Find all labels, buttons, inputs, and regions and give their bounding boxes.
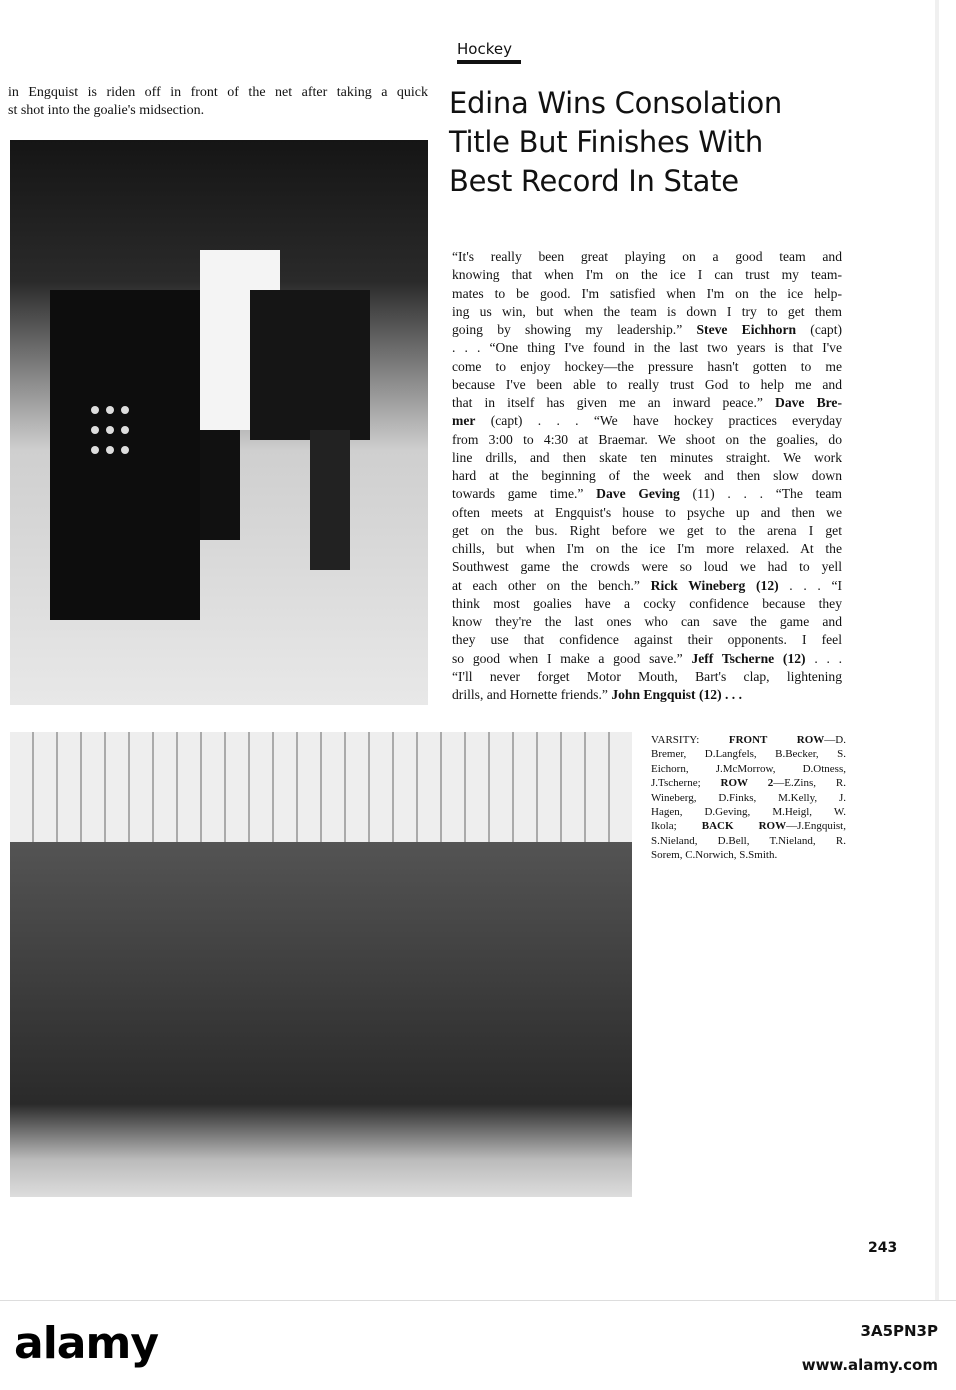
text-span: at each other on the bench.”	[452, 577, 651, 593]
text-span: (capt) . . . “We have hockey practices everyday	[475, 413, 842, 429]
photo-caption	[8, 84, 428, 120]
text-span: come to enjoy hockey—the pressure hasn't gotten to me	[452, 358, 842, 374]
text-span: from 3:00 to 4:30 at Braemar. We shoot on the goalies, do	[452, 431, 842, 447]
text-line	[452, 613, 842, 631]
text-line	[452, 558, 842, 576]
text-span: mates to be good. I'm satisfied when I'm on the ice help-	[452, 285, 842, 301]
text-span: think most goalies have a cocky confidence because they	[452, 595, 842, 611]
text-line	[452, 540, 842, 558]
text-span: Sorem, C.Norwich, S.Smith.	[651, 849, 778, 862]
text-line	[452, 467, 842, 485]
text-span: so good when I make a good save.”	[452, 650, 692, 666]
headline-line: Best Record In State	[449, 164, 739, 198]
text-span: Southwest game the crowds were so loud we had to yell	[452, 559, 842, 575]
text-span: because I've been able to really trust God to help me and	[452, 376, 842, 392]
text-line	[452, 321, 842, 339]
text-line	[651, 834, 846, 848]
section-label: Hockey	[457, 40, 512, 58]
text-line	[452, 522, 842, 540]
text-span: —J.Engquist,	[786, 820, 846, 833]
text-span: get on the bus. Right before we get to the arena I get	[452, 522, 842, 538]
text-span: . . . “One thing I've found in the last two years is that I've	[452, 340, 842, 356]
text-line	[651, 733, 846, 747]
text-line	[452, 431, 842, 449]
text-line	[452, 686, 842, 704]
article-body	[452, 248, 842, 704]
text-line	[452, 485, 842, 503]
alamy-logo: alamy	[14, 1318, 158, 1369]
speaker-name: FRONT ROW	[728, 734, 825, 746]
text-span: Eichorn, J.McMorrow, D.Otness,	[651, 762, 846, 775]
text-span: “It's really been great playing on a good team and	[452, 249, 842, 264]
text-line	[452, 358, 842, 376]
text-span: “I'll never forget Motor Mouth, Bart's clap, lightening	[452, 668, 842, 684]
headline-line: Edina Wins Consolation	[449, 86, 782, 120]
text-span: ing us win, but when the team is down I try to get them	[452, 303, 842, 319]
text-span: they use that confidence against their opponents. I feel	[452, 632, 842, 648]
text-span: Hagen, D.Geving, M.Heigl, W.	[651, 806, 846, 819]
text-span: know they're the last ones who can save the game and	[452, 614, 842, 629]
text-line	[452, 303, 842, 321]
speaker-name: mer	[452, 413, 476, 429]
text-span: —E.Zins, R.	[773, 777, 846, 790]
text-span: (capt)	[796, 322, 842, 337]
text-span: Bremer, D.Langfels, B.Becker, S.	[651, 748, 846, 761]
text-line	[452, 650, 842, 668]
hockey-players-image	[10, 140, 428, 705]
page-number: 243	[868, 1240, 898, 1256]
speaker-name: Jeff Tscherne (12)	[691, 650, 806, 666]
text-span: (11) . . . “The team	[679, 486, 842, 502]
speaker-name: BACK ROW	[701, 820, 787, 833]
text-span: S.Nieland, D.Bell, T.Nieland, R.	[651, 834, 846, 847]
text-span: chills, but when I'm on the ice I'm more relaxed. At the	[452, 541, 842, 556]
text-line	[651, 791, 846, 805]
headline-line: Title But Finishes With	[449, 125, 763, 159]
text-line	[651, 805, 846, 819]
speaker-name: Steve Eichhorn	[696, 322, 797, 337]
team-photo	[10, 732, 632, 1197]
team-roster-caption	[651, 733, 846, 863]
text-span: towards game time.”	[452, 486, 597, 502]
text-span: —D.	[824, 734, 846, 746]
speaker-name: Rick Wineberg (12)	[650, 577, 779, 593]
text-line	[452, 285, 842, 303]
section-underline	[457, 60, 521, 64]
text-line	[452, 266, 842, 284]
text-line	[452, 339, 842, 357]
text-span: J.Tscherne;	[651, 777, 721, 790]
caption-line: in Engquist is riden off in front of the net after taking a quick	[8, 85, 428, 100]
rink-wall	[10, 732, 632, 842]
speaker-name: Dave Bre-	[775, 395, 842, 410]
watermark-url: www.alamy.com	[801, 1356, 938, 1374]
text-line	[452, 449, 842, 467]
speaker-name: Dave Geving	[596, 486, 680, 502]
text-span: . . . “I	[778, 577, 843, 593]
speaker-name: ROW 2	[720, 777, 774, 790]
text-span: knowing that when I'm on the ice I can trust my team-	[452, 267, 842, 283]
text-line	[452, 412, 842, 430]
text-line	[651, 747, 846, 761]
text-line	[651, 848, 846, 862]
text-line	[452, 631, 842, 649]
text-span: line drills, and then skate ten minutes straight. We work	[452, 449, 842, 465]
text-span: Ikola;	[651, 820, 702, 833]
text-line	[452, 504, 842, 522]
page-edge	[935, 0, 939, 1300]
speaker-name: John Engquist (12) . . .	[611, 687, 742, 702]
text-span: hard at the beginning of the week and then slow down	[452, 468, 842, 483]
text-line	[651, 776, 846, 790]
text-line	[452, 668, 842, 686]
text-span: drills, and Hornette friends.”	[452, 687, 612, 702]
caption-line: st shot into the goalie's midsection.	[8, 103, 205, 118]
text-line	[651, 819, 846, 833]
text-span: going by showing my leadership.”	[452, 322, 697, 337]
text-span: often meets at Engquist's house to psyche up and then we	[452, 504, 842, 520]
text-line	[651, 762, 846, 776]
text-span: VARSITY:	[651, 734, 729, 746]
text-line	[452, 376, 842, 394]
text-line	[452, 394, 842, 412]
hockey-action-photo	[10, 140, 428, 705]
headline	[449, 84, 782, 201]
text-span: Wineberg, D.Finks, M.Kelly, J.	[651, 791, 846, 804]
image-id: 3A5PN3P	[860, 1322, 938, 1340]
text-line	[452, 595, 842, 613]
text-span: . . .	[805, 650, 842, 666]
text-line	[452, 577, 842, 595]
text-line	[452, 248, 842, 266]
text-span: that in itself has given me an inward peace.”	[452, 395, 776, 410]
